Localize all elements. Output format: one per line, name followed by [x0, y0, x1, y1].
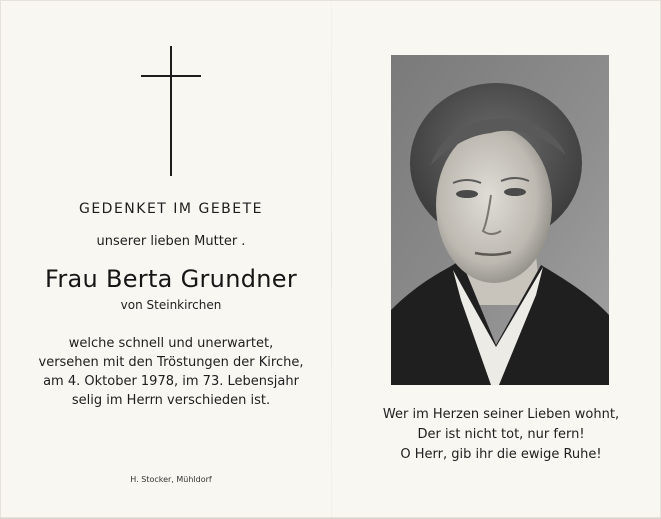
- origin: von Steinkirchen: [120, 298, 222, 312]
- body-text: [21, 334, 321, 410]
- heading: GEDENKET IM GEBETE: [78, 201, 264, 217]
- body-line: am 4. Oktober 1978, im 73. Lebensjahr: [43, 374, 299, 389]
- portrait-photo: [391, 55, 609, 385]
- cross-horizontal-bar: [141, 75, 201, 77]
- printer-credit: H. Stocker, Mühldorf: [130, 475, 212, 484]
- prayer: O Herr, gib ihr die ewige Ruhe!: [400, 447, 602, 462]
- cross-icon: [141, 46, 201, 176]
- deceased-name: Frau Berta Grundner: [45, 265, 297, 293]
- cross-vertical-bar: [170, 46, 172, 176]
- verse-line: Der ist nicht tot, nur fern!: [417, 427, 585, 442]
- portrait-image: [391, 55, 609, 385]
- body-line: versehen mit den Tröstungen der Kirche,: [38, 355, 304, 370]
- subheading: unserer lieben Mutter .: [96, 234, 246, 249]
- card-fold: [331, 1, 332, 519]
- verse: [346, 405, 656, 445]
- body-line: welche schnell und unerwartet,: [68, 336, 274, 351]
- body-line: selig im Herrn verschieden ist.: [71, 393, 271, 408]
- verse-line: Wer im Herzen seiner Lieben wohnt,: [382, 407, 620, 422]
